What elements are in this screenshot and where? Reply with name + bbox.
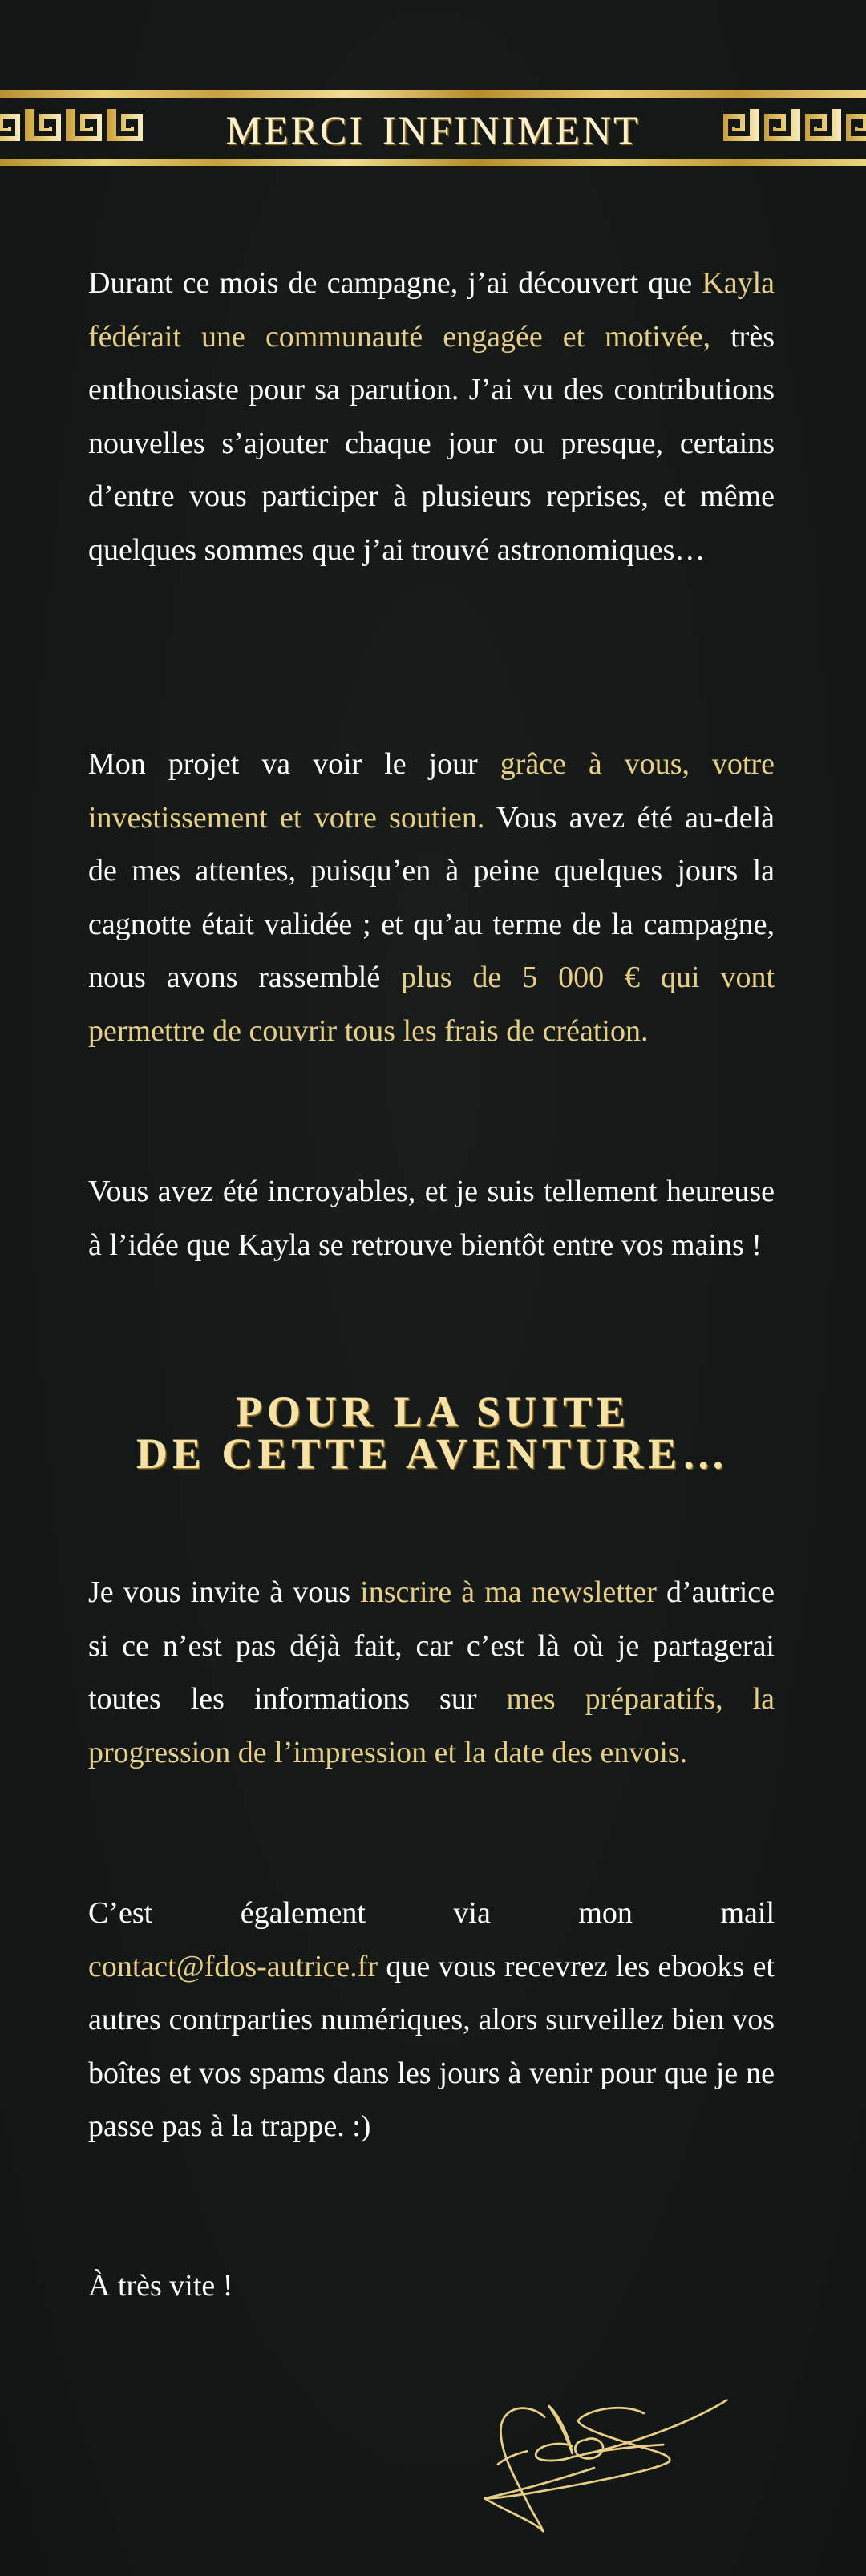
paragraph-newsletter xyxy=(88,1566,775,1779)
section-heading-next-steps xyxy=(0,1388,866,1478)
banner-title-word-1: MERCI xyxy=(225,107,365,152)
paragraph-email-contact xyxy=(88,1887,775,2153)
text-segment: Vous avez été incroyables, et je suis tellement heureuse à l’idée que Kayla se retrouve bientôt entre vos mains ! xyxy=(88,1175,775,1262)
newsletter-signup-link[interactable]: inscrire à ma newsletter xyxy=(360,1575,657,1609)
text-segment: Durant ce mois de campagne, j’ai découvert que xyxy=(88,266,702,300)
highlight-segment: grâce à vous, votre investissement et votre soutien. xyxy=(88,747,775,835)
highlight-segment: mes préparatifs, la progression de l’impression et la date des envois. xyxy=(88,1682,775,1769)
banner-top-gold-line xyxy=(0,90,866,98)
text-segment: Je vous invite à vous xyxy=(88,1575,361,1609)
paragraph-incredible xyxy=(88,1165,775,1272)
banner-title-word-2: INFINIMENT xyxy=(382,107,641,152)
merci-banner xyxy=(0,90,866,167)
highlight-segment: Kayla fédérait une communauté engagée et motivée, xyxy=(88,266,775,354)
paragraph-campaign-discovery xyxy=(88,257,775,576)
greek-key-ornament-right-icon xyxy=(710,109,866,146)
closing-line xyxy=(88,2259,775,2313)
text-segment: Mon projet va voir le jour xyxy=(88,747,500,781)
handwritten-signature-icon xyxy=(457,2373,746,2534)
text-segment: d’autrice si ce n’est pas déjà fait, car c’est là où je partagerai toutes les informations sur xyxy=(88,1575,775,1716)
paragraph-project-thanks xyxy=(88,738,775,1057)
heading-line-2: DE CETTE AVENTURE… xyxy=(136,1430,730,1478)
contact-email-link[interactable]: contact@fdos-autrice.fr xyxy=(88,1949,378,1984)
highlight-amount-raised: plus de 5 000 € qui vont permettre de couvrir tous les frais de création. xyxy=(88,960,775,1048)
text-segment: très enthousiaste pour sa parution. J’ai vu des contributions nouvelles s’ajouter chaque jour ou presque, certains d’entre vous participer à plusieurs reprises, et même quelques sommes que j’ai trouvé astronomiques… xyxy=(88,319,775,567)
text-segment: Vous avez été au-delà de mes attentes, puisqu’en à peine quelques jours la cagnotte était validée ; et qu’au terme de la campagne, nous avons rassemblé xyxy=(88,800,775,994)
banner-bottom-gold-line xyxy=(0,159,866,166)
text-segment: C’est également via mon mail xyxy=(88,1896,775,1930)
heading-line-1: POUR LA SUITE xyxy=(235,1388,631,1436)
text-segment: que vous recevrez les ebooks et autres contrparties numériques, alors surveillez bien vos boîtes et vos spams dans les jours à venir pour que je ne passe pas à la trappe. :) xyxy=(88,1949,775,2143)
text-segment: À très vite ! xyxy=(88,2269,233,2303)
